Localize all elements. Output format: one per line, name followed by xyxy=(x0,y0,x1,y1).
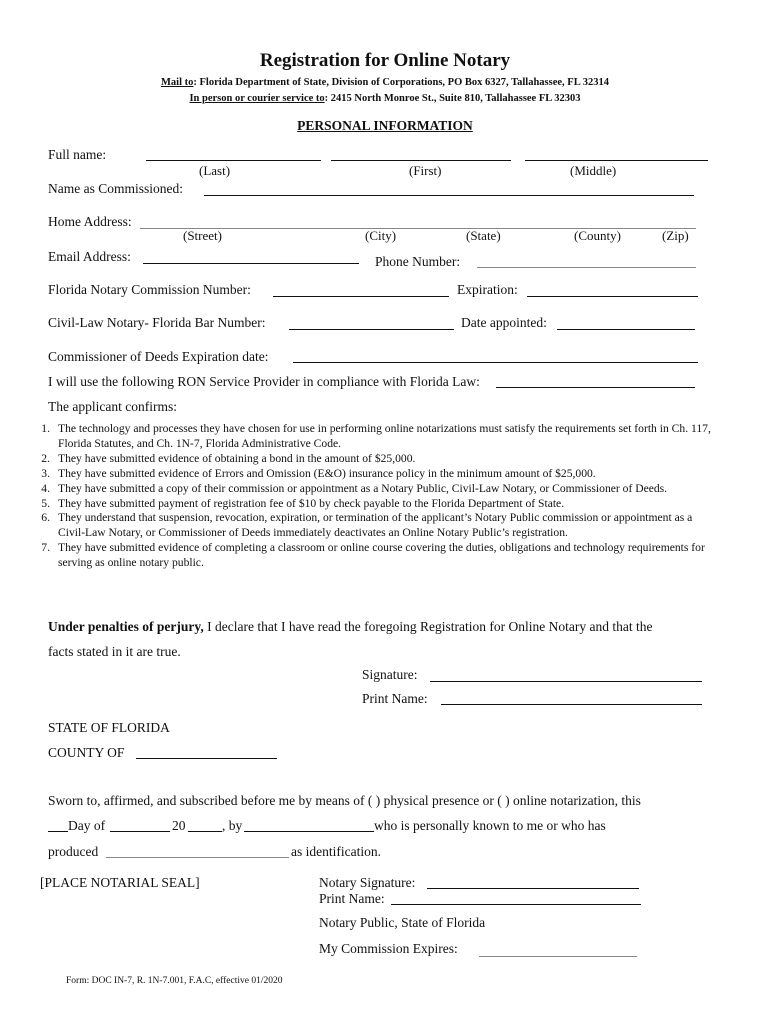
notary-public-label: Notary Public, State of Florida xyxy=(319,915,486,930)
commission-expires-label: My Commission Expires: xyxy=(319,941,458,956)
signature-field[interactable] xyxy=(430,681,702,682)
perjury-statement-line2: facts stated in it are true. xyxy=(48,644,181,659)
first-name-field[interactable] xyxy=(331,160,511,161)
year-prefix: 20 xyxy=(172,818,186,833)
county-of-label: COUNTY OF xyxy=(48,745,125,760)
phone-label: Phone Number: xyxy=(375,254,461,269)
print-name-label: Print Name: xyxy=(362,691,428,706)
identification-label: as identification. xyxy=(291,844,381,859)
notarial-seal-placeholder: [PLACE NOTARIAL SEAL] xyxy=(40,875,200,890)
date-appointed-field[interactable] xyxy=(557,329,695,330)
full-name-label: Full name: xyxy=(48,147,107,162)
commission-number-field[interactable] xyxy=(273,296,449,297)
perjury-statement xyxy=(48,619,652,635)
print-name-field[interactable] xyxy=(441,704,702,705)
zip-caption: (Zip) xyxy=(662,228,689,243)
signature-label: Signature: xyxy=(362,667,418,682)
notary-print-name-label: Print Name: xyxy=(319,891,385,906)
middle-name-field[interactable] xyxy=(525,160,708,161)
phone-field[interactable] xyxy=(477,267,696,268)
mail-to-label: Mail to xyxy=(161,77,194,88)
deeds-expiration-field[interactable] xyxy=(293,362,698,363)
state-caption: (State) xyxy=(466,228,501,243)
civil-law-label: Civil-Law Notary- Florida Bar Number: xyxy=(48,315,266,330)
middle-caption: (Middle) xyxy=(570,163,617,178)
last-caption: (Last) xyxy=(199,163,231,178)
date-appointed-label: Date appointed: xyxy=(461,315,547,330)
list-item: 2. They have submitted evidence of obtaining a bond in the amount of $25,000. xyxy=(41,451,416,465)
ron-provider-label: I will use the following RON Service Provider in compliance with Florida Law: xyxy=(48,374,480,389)
list-item: 7. They have submitted evidence of completing a classroom or online course covering the duties, obligations and technology requirements for serving as online notary public. xyxy=(41,541,705,570)
perjury-bold: Under penalties of perjury, xyxy=(48,619,204,634)
in-person-line xyxy=(0,93,770,104)
name-commissioned-label: Name as Commissioned: xyxy=(48,181,183,196)
last-name-field[interactable] xyxy=(146,160,321,161)
state-of-label: STATE OF FLORIDA xyxy=(48,720,170,735)
in-person-label: In person or courier service to xyxy=(189,93,325,104)
identification-field[interactable] xyxy=(106,857,289,858)
page-title: Registration for Online Notary xyxy=(259,50,511,71)
form-footer: Form: DOC IN-7, R. 1N-7.001, F.A.C, effective 01/2020 xyxy=(66,976,283,986)
bar-number-field[interactable] xyxy=(289,329,454,330)
day-of-label: Day of xyxy=(68,818,106,833)
list-item: 3. They have submitted evidence of Errors and Omission (E&O) insurance policy in the minimum amount of $25,000. xyxy=(41,466,596,480)
signer-name-field[interactable] xyxy=(244,831,374,832)
expiration-field[interactable] xyxy=(527,296,698,297)
first-caption: (First) xyxy=(409,163,442,178)
notary-print-name-field[interactable] xyxy=(391,904,641,905)
notary-signature-label: Notary Signature: xyxy=(319,875,416,890)
city-caption: (City) xyxy=(365,228,397,243)
ron-provider-field[interactable] xyxy=(496,387,695,388)
sworn-statement: Sworn to, affirmed, and subscribed before me by means of ( ) physical presence or ( ) online notarization, this xyxy=(48,793,641,808)
county-caption: (County) xyxy=(574,228,621,243)
mail-to-address: : Florida Department of State, Division of Corporations, PO Box 6327, Tallahassee, FL 32314 xyxy=(193,77,609,88)
in-person-address: : 2415 North Monroe St., Suite 810, Tallahassee FL 32303 xyxy=(324,93,581,104)
street-caption: (Street) xyxy=(183,228,222,243)
email-field[interactable] xyxy=(143,263,359,264)
perjury-text: I declare that I have read the foregoing Registration for Online Notary and that the xyxy=(203,619,653,634)
year-field[interactable] xyxy=(188,831,222,832)
notary-signature-field[interactable] xyxy=(427,888,639,889)
section-heading: PERSONAL INFORMATION xyxy=(297,118,473,133)
list-item: 1. The technology and processes they have chosen for use in performing online notarizations must satisfy the requirements set forth in Ch. 117, Florida Statutes, and Ch. 1N-7, Florida Administrative Code. xyxy=(41,422,711,450)
day-field[interactable] xyxy=(48,831,68,832)
month-field[interactable] xyxy=(110,831,170,832)
commission-expires-field[interactable] xyxy=(479,956,637,957)
list-item: 5. They have submitted payment of registration fee of $10 by check payable to the Florida Department of State. xyxy=(41,496,565,510)
commission-number-label: Florida Notary Commission Number: xyxy=(48,282,251,297)
deeds-expiration-label: Commissioner of Deeds Expiration date: xyxy=(48,349,269,364)
confirmation-list xyxy=(22,422,712,571)
expiration-label: Expiration: xyxy=(457,282,518,297)
known-text: who is personally known to me or who has xyxy=(374,818,606,833)
list-item: 6. They understand that suspension, revocation, expiration, or termination of the applicant’s Notary Public commission or appointment as a Civil-Law Notary, or Commissioner of Deeds immediately deactivates an Online Notary Public’s registration. xyxy=(41,511,693,540)
email-label: Email Address: xyxy=(48,249,131,264)
county-field[interactable] xyxy=(136,758,277,759)
produced-label: produced xyxy=(48,844,99,859)
name-commissioned-field[interactable] xyxy=(204,195,694,196)
list-item: 4. They have submitted a copy of their commission or appointment as a Notary Public, Civil-Law Notary, or Commissioner of Deeds. xyxy=(41,481,668,495)
home-address-label: Home Address: xyxy=(48,214,132,229)
mail-to-line xyxy=(0,77,770,88)
by-label: , by xyxy=(222,818,243,833)
applicant-confirms-label: The applicant confirms: xyxy=(48,399,177,414)
